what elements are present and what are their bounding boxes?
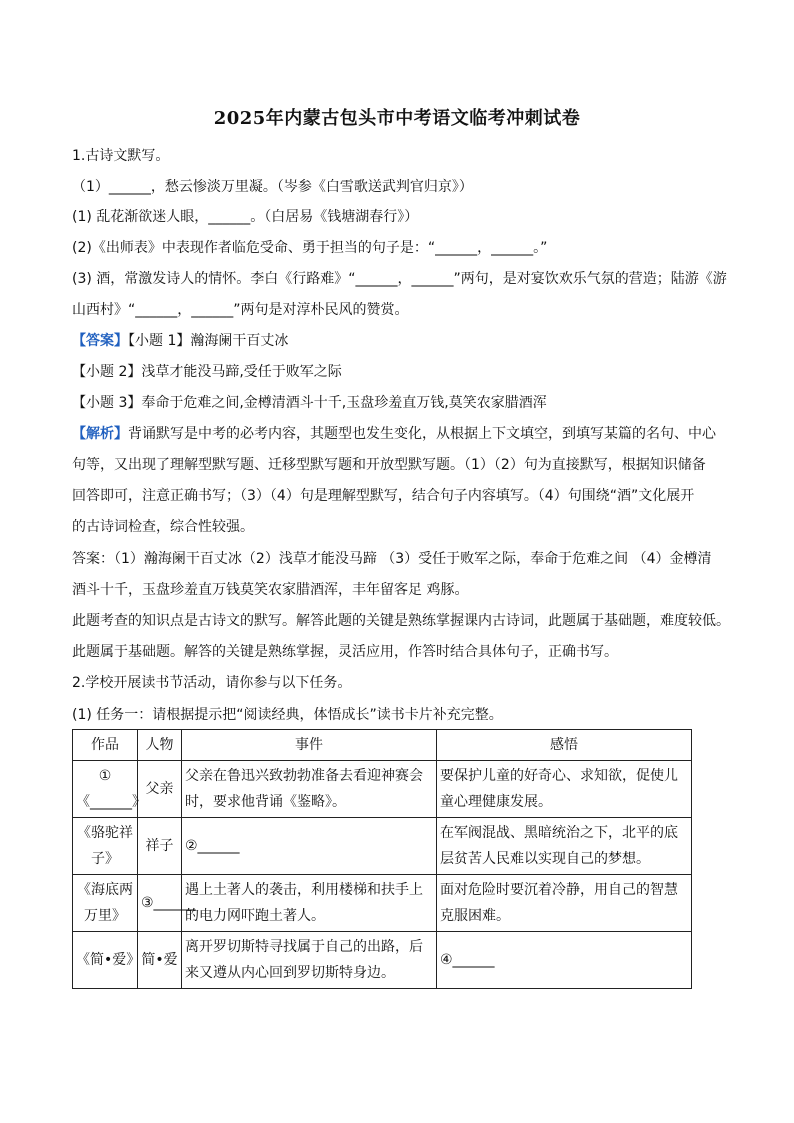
q1-stem: 1.古诗文默写。 xyxy=(72,148,170,164)
analysis-tag: 【解析】 xyxy=(72,426,128,442)
header-event: 事件 xyxy=(182,730,437,761)
cell-event-blank[interactable]: ②______ xyxy=(182,818,437,875)
cell-event: 父亲在鲁迅兴致勃勃准备去看迎神赛会时，要求他背诵《鉴略》。 xyxy=(182,761,437,818)
cell-person: 简•爱 xyxy=(138,932,182,989)
q1-line-1: （1）______，愁云惨淡万里凝。（岑参《白雪歌送武判官归京》） xyxy=(72,179,473,195)
cell-work: 《海底两万里》 xyxy=(73,875,138,932)
header-person: 人物 xyxy=(138,730,182,761)
cell-work xyxy=(73,761,146,818)
table-row xyxy=(73,875,692,932)
analysis-text-4: 的古诗词检查，综合性较强。 xyxy=(72,519,254,535)
cell-insight: 要保护儿童的好奇心、求知欲，促使儿童心理健康发展。 xyxy=(437,761,692,818)
reading-card-table xyxy=(72,729,692,989)
full-answer-2: 酒斗十千，玉盘珍羞直万钱莫笑农家腊酒浑，丰年留客足 鸡豚。 xyxy=(72,582,469,598)
q1-line-5: 山西村》“______，______”两句是对淳朴民风的赞赏。 xyxy=(72,302,409,318)
table-row xyxy=(73,818,692,875)
table-row xyxy=(73,761,692,818)
answer-1: 【小题 1】瀚海阑干百丈冰 xyxy=(128,333,289,349)
answer-2: 【小题 2】浅草才能没马蹄,受任于败军之际 xyxy=(72,364,342,380)
work-marker: ① xyxy=(98,768,112,784)
q2-task-1: (1) 任务一：请根据提示把“阅读经典，体悟成长”读书卡片补充完整。 xyxy=(72,707,503,723)
analysis-text-1: 背诵默写是中考的必考内容，其题型也发生变化，从根据上下文填空，到填写某篇的名句、中心 xyxy=(128,426,716,442)
cell-insight: 在军阀混战、黑暗统治之下，北平的底层贫苦人民难以实现自己的梦想。 xyxy=(437,818,692,875)
q1-line-4: (3) 酒，常激发诗人的情怀。李白《行路难》“______，______”两句，是对宴饮欢乐气氛的营造；陆游《游 xyxy=(72,271,727,287)
cell-person-blank[interactable]: ③______ xyxy=(138,875,182,932)
cell-insight: 面对危险时要沉着冷静，用自己的智慧克服困难。 xyxy=(437,875,692,932)
answer-3: 【小题 3】奉命于危难之间,金樽清酒斗十千,玉盘珍羞直万钱,莫笑农家腊酒浑 xyxy=(72,395,547,411)
q1-line-3: (2)《出师表》中表现作者临危受命、勇于担当的句子是：“______，______。” xyxy=(72,240,548,256)
table-row xyxy=(73,932,692,989)
table-header-row xyxy=(73,730,692,761)
note-1: 此题考查的知识点是古诗文的默写。解答此题的关键是熟练掌握课内古诗词，此题属于基础题，难度较低。 xyxy=(72,613,730,629)
answer-tag: 【答案】 xyxy=(72,333,128,349)
answer-line-1 xyxy=(72,331,288,351)
note-2: 此题属于基础题。解答的关键是熟练掌握，灵活应用，作答时结合具体句子，正确书写。 xyxy=(72,644,618,660)
header-work: 作品 xyxy=(73,730,138,761)
analysis-text-2: 句等，又出现了理解型默写题、迁移型默写题和开放型默写题。（1）（2）句为直接默写，根据知识储备 xyxy=(72,457,706,473)
full-answer-1: 答案：（1）瀚海阑干百丈冰（2）浅草才能没马蹄 （3）受任于败军之际，奉命于危难之间 （4）金樽清 xyxy=(72,551,712,567)
q1-line-2: (1) 乱花渐欲迷人眼，______。（白居易《钱塘湖春行》） xyxy=(72,209,419,225)
q2-stem: 2.学校开展读书节活动，请你参与以下任务。 xyxy=(72,675,352,691)
cell-work: 《骆驼祥子》 xyxy=(73,818,138,875)
cell-person: 父亲 xyxy=(138,761,182,818)
cell-work: 《简•爱》 xyxy=(73,932,138,989)
cell-event: 离开罗切斯特寻找属于自己的出路，后来又遵从内心回到罗切斯特身边。 xyxy=(182,932,437,989)
header-insight: 感悟 xyxy=(437,730,692,761)
page-title: 2025年内蒙古包头市中考语文临考冲刺试卷 xyxy=(213,108,581,129)
analysis-text-3: 回答即可，注意正确书写；（3）（4）句是理解型默写，结合句子内容填写。（4）句围绕“酒”文化展开 xyxy=(72,488,695,504)
analysis-line-1 xyxy=(72,424,716,444)
cell-person: 祥子 xyxy=(138,818,182,875)
work-blank[interactable]: 《______》 xyxy=(76,794,146,810)
cell-event: 遇上土著人的袭击，利用楼梯和扶手上的电力网吓跑土著人。 xyxy=(182,875,437,932)
cell-insight-blank[interactable]: ④______ xyxy=(437,932,692,989)
